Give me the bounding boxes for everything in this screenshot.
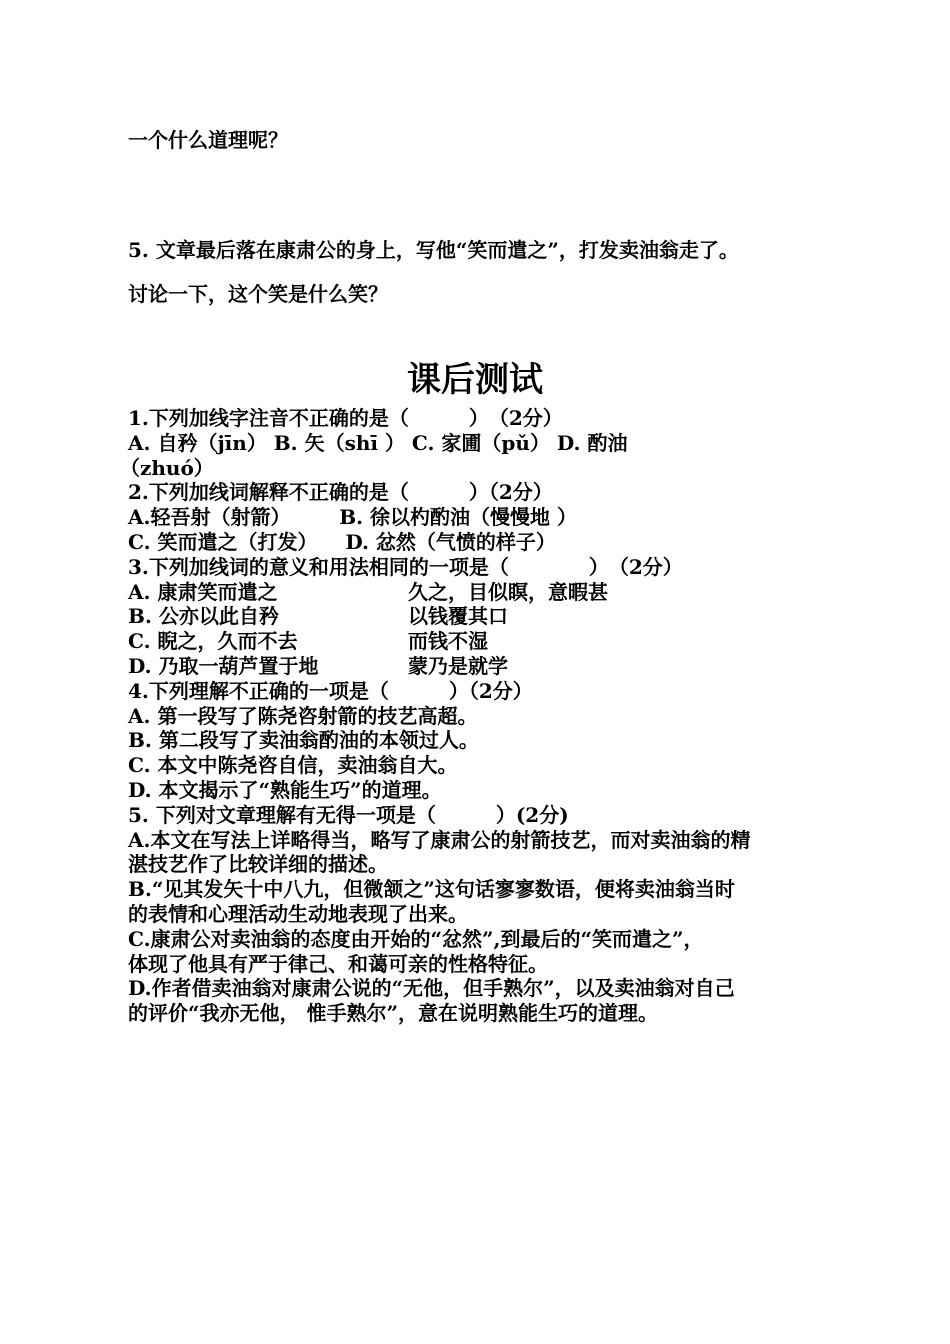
q5-line-1: 5. 文章最后落在康肃公的身上，写他“笑而遣之”，打发卖油翁走了。 [128,238,739,262]
q2-options-row-1: A.轻吾射（射箭） B. 徐以杓酌油（慢慢地 ） [128,505,578,530]
q5-line: B.“见其发矢十中八九，但微颔之”这句话寥寥数语，便将卖油翁当时 [128,877,735,902]
q1-options-wrap: （zhuó） [120,455,214,480]
q4-option-a: A. 第一段写了陈尧咨射箭的技艺高超。 [128,703,478,728]
q1-options: A. 自矜（jīn） B. 矢（shī ） C. 家圃（pǔ） D. 酌油 [128,430,628,455]
q3-option-c [128,629,828,654]
q5-line: 的评价“我亦无他， 惟手熟尔”，意在说明熟能生巧的道理。 [128,1001,658,1026]
q3-option-c-right: 而钱不湿 [408,629,488,654]
q3-option-c-left: C. 睨之，久而不去 [128,629,298,654]
q5-line: A.本文在写法上详略得当，略写了康肃公的射箭技艺，而对卖油翁的精 [128,827,751,852]
q5-line: C.康肃公对卖油翁的态度由开始的“忿然”,到最后的“笑而遣之”， [128,926,704,951]
q4-continuation [128,118,828,162]
q5-line: 的表情和心理活动生动地表现了出来。 [128,901,468,926]
q3-option-a-right: 久之，目似瞑，意暇甚 [408,579,608,604]
q3-option-b-right: 以钱覆其口 [408,604,508,629]
q2-stem: 2.下列加线词解释不正确的是（ ）（2分） [128,480,553,505]
test-title: 课后测试 [407,360,543,400]
q3-option-d-left: D. 乃取一葫芦置于地 [128,653,319,678]
q4-tail-text: 一个什么道理呢？ [128,128,288,152]
q5-line: D.作者借卖油翁对康肃公说的“无他，但手熟尔”，以及卖油翁对自己 [128,976,735,1001]
q4-option-b: B. 第二段写了卖油翁酌油的本领过人。 [128,728,479,753]
q5-line: 湛技艺作了比较详细的描述。 [128,852,388,877]
q3-stem: 3.下列加线词的意义和用法相同的一项是（ ） （2分） [128,554,683,579]
q5-discussion [128,228,828,316]
q4-stem: 4.下列理解不正确的一项是（ ）（2分） [128,678,533,703]
q1-stem: 1.下列加线字注音不正确的是（ ） （2分） [128,406,563,430]
q4-option-c: C. 本文中陈尧咨自信，卖油翁自大。 [128,753,458,778]
q4-option-d: D. 本文揭示了“熟能生巧”的道理。 [128,777,442,802]
q5-line: 体现了他具有严于律己、和蔼可亲的性格特征。 [128,951,548,976]
q5-line-2: 讨论一下，这个笑是什么笑？ [128,282,388,306]
q2-options-row-2: C. 笑而遣之（打发） D. 忿然（气愤的样子） [128,529,556,554]
test-body [120,406,828,1026]
q3-option-a [128,580,828,605]
q3-option-a-left: A. 康肃笑而遣之 [128,579,278,604]
q3-option-d [128,654,828,679]
q3-option-b [128,604,828,629]
q3-option-d-right: 蒙乃是就学 [408,653,508,678]
q3-option-b-left: B. 公亦以此自矜 [128,604,279,629]
q5-stem: 5. 下列对文章理解有无得一项是（ ）(2分) [128,802,569,827]
